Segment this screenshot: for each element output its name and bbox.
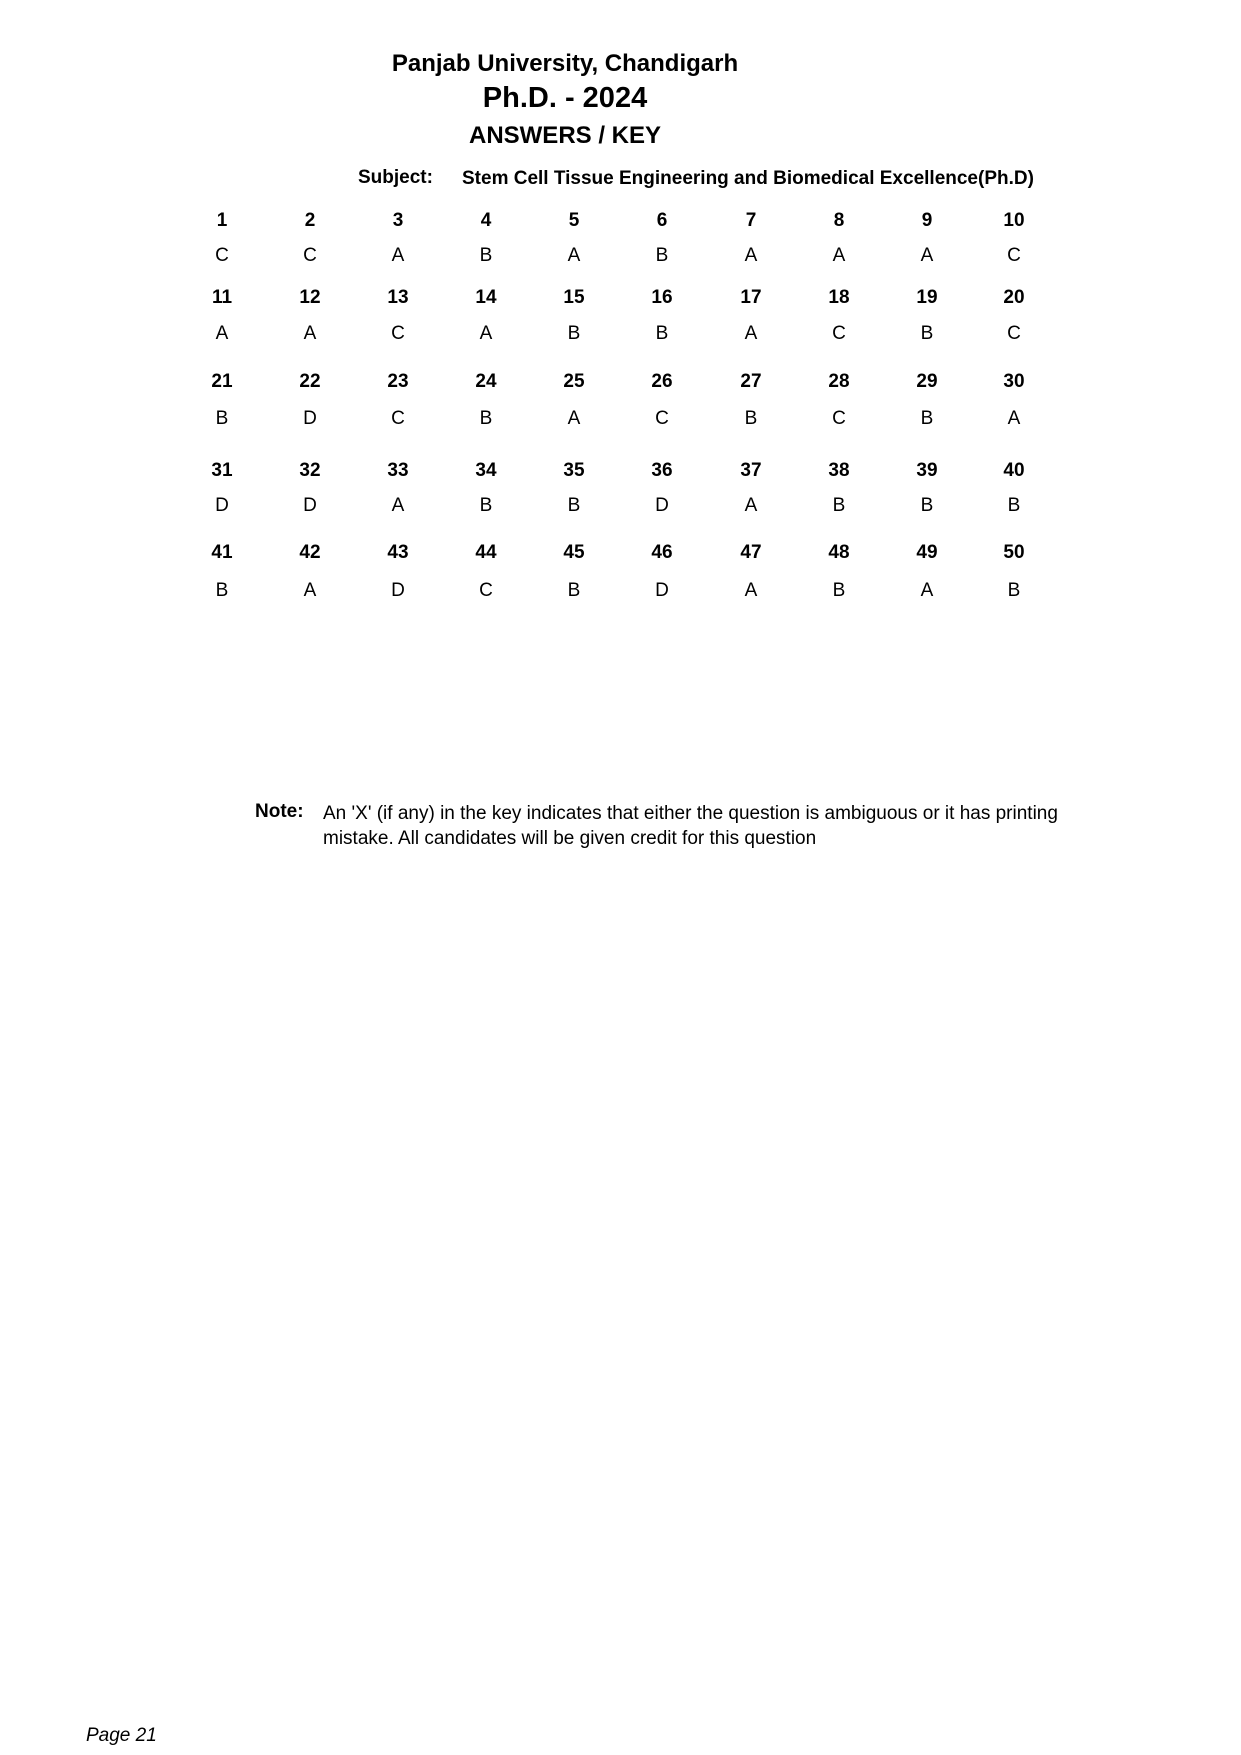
question-number: 13 bbox=[387, 287, 409, 308]
answer-letter: C bbox=[832, 408, 846, 429]
answer-letter: B bbox=[832, 495, 846, 516]
question-number: 33 bbox=[387, 460, 409, 481]
question-number: 26 bbox=[651, 371, 673, 392]
exam-title: Ph.D. - 2024 bbox=[482, 82, 648, 114]
subject-label: Subject: bbox=[358, 167, 433, 188]
answer-letter: B bbox=[920, 495, 934, 516]
subject-name: Stem Cell Tissue Engineering and Biomedical Excellence(Ph.D) bbox=[462, 168, 1034, 189]
question-number: 21 bbox=[211, 371, 233, 392]
question-number: 25 bbox=[563, 371, 585, 392]
question-number: 35 bbox=[563, 460, 585, 481]
question-number: 30 bbox=[1003, 371, 1025, 392]
question-number: 44 bbox=[475, 542, 497, 563]
question-number: 10 bbox=[1003, 210, 1025, 231]
question-number: 28 bbox=[828, 371, 850, 392]
answer-letter: A bbox=[832, 245, 846, 266]
question-number: 41 bbox=[211, 542, 233, 563]
answer-letter: D bbox=[303, 495, 317, 516]
question-number: 29 bbox=[916, 371, 938, 392]
answer-letter: C bbox=[303, 245, 317, 266]
question-number: 47 bbox=[740, 542, 762, 563]
answer-letter: D bbox=[655, 495, 669, 516]
answer-letter: A bbox=[479, 323, 493, 344]
answer-letter: B bbox=[832, 580, 846, 601]
question-number: 7 bbox=[745, 210, 757, 231]
question-number: 2 bbox=[304, 210, 316, 231]
answer-letter: B bbox=[215, 408, 229, 429]
question-number: 43 bbox=[387, 542, 409, 563]
answer-letter: B bbox=[1007, 580, 1021, 601]
answer-letter: B bbox=[567, 323, 581, 344]
question-number: 3 bbox=[392, 210, 404, 231]
answer-letter: D bbox=[215, 495, 229, 516]
answer-letter: A bbox=[744, 495, 758, 516]
answer-letter: C bbox=[832, 323, 846, 344]
question-number: 18 bbox=[828, 287, 850, 308]
question-number: 45 bbox=[563, 542, 585, 563]
question-number: 6 bbox=[656, 210, 668, 231]
answer-letter: A bbox=[215, 323, 229, 344]
answer-letter: A bbox=[744, 580, 758, 601]
question-number: 17 bbox=[740, 287, 762, 308]
answer-letter: B bbox=[920, 408, 934, 429]
question-number: 36 bbox=[651, 460, 673, 481]
question-number: 42 bbox=[299, 542, 321, 563]
answer-letter: A bbox=[920, 245, 934, 266]
question-number: 12 bbox=[299, 287, 321, 308]
answer-letter: D bbox=[303, 408, 317, 429]
answer-letter: B bbox=[1007, 495, 1021, 516]
answer-letter: C bbox=[391, 408, 405, 429]
answer-letter: B bbox=[479, 495, 493, 516]
answer-letter: B bbox=[567, 495, 581, 516]
question-number: 8 bbox=[833, 210, 845, 231]
question-number: 23 bbox=[387, 371, 409, 392]
answer-letter: A bbox=[744, 245, 758, 266]
question-number: 37 bbox=[740, 460, 762, 481]
answer-letter: A bbox=[744, 323, 758, 344]
answer-letter: C bbox=[1007, 245, 1021, 266]
question-number: 19 bbox=[916, 287, 938, 308]
answer-letter: A bbox=[303, 580, 317, 601]
answer-letter: B bbox=[744, 408, 758, 429]
note-label: Note: bbox=[255, 801, 304, 822]
answer-letter: B bbox=[215, 580, 229, 601]
question-number: 24 bbox=[475, 371, 497, 392]
answer-letter: A bbox=[391, 245, 405, 266]
answer-letter: C bbox=[215, 245, 229, 266]
question-number: 11 bbox=[211, 287, 233, 308]
question-number: 39 bbox=[916, 460, 938, 481]
question-number: 48 bbox=[828, 542, 850, 563]
question-number: 15 bbox=[563, 287, 585, 308]
question-number: 40 bbox=[1003, 460, 1025, 481]
page-number: Page 21 bbox=[86, 1725, 157, 1746]
answer-letter: B bbox=[567, 580, 581, 601]
note-text: An 'X' (if any) in the key indicates that either the question is ambiguous or it has printing mistake. All candidates will be given credit for this question bbox=[323, 803, 1058, 849]
question-number: 22 bbox=[299, 371, 321, 392]
question-number: 38 bbox=[828, 460, 850, 481]
question-number: 27 bbox=[740, 371, 762, 392]
answer-letter: C bbox=[1007, 323, 1021, 344]
question-number: 46 bbox=[651, 542, 673, 563]
answer-letter: B bbox=[479, 408, 493, 429]
answer-letter: C bbox=[391, 323, 405, 344]
answer-letter: D bbox=[655, 580, 669, 601]
question-number: 16 bbox=[651, 287, 673, 308]
question-number: 1 bbox=[216, 210, 228, 231]
answer-letter: A bbox=[567, 245, 581, 266]
question-number: 4 bbox=[480, 210, 492, 231]
answer-letter: B bbox=[479, 245, 493, 266]
question-number: 5 bbox=[568, 210, 580, 231]
answer-letter: D bbox=[391, 580, 405, 601]
question-number: 20 bbox=[1003, 287, 1025, 308]
answer-letter: A bbox=[920, 580, 934, 601]
question-number: 14 bbox=[475, 287, 497, 308]
university-name: Panjab University, Chandigarh bbox=[391, 50, 739, 77]
answer-letter: C bbox=[655, 408, 669, 429]
answer-letter: B bbox=[655, 245, 669, 266]
answer-letter: B bbox=[655, 323, 669, 344]
question-number: 49 bbox=[916, 542, 938, 563]
answer-letter: B bbox=[920, 323, 934, 344]
question-number: 9 bbox=[921, 210, 933, 231]
answer-letter: C bbox=[479, 580, 493, 601]
answer-letter: A bbox=[391, 495, 405, 516]
answer-letter: A bbox=[303, 323, 317, 344]
question-number: 31 bbox=[211, 460, 233, 481]
question-number: 50 bbox=[1003, 542, 1025, 563]
answer-letter: A bbox=[1007, 408, 1021, 429]
answer-key-title: ANSWERS / KEY bbox=[468, 122, 662, 149]
answer-letter: A bbox=[567, 408, 581, 429]
question-number: 34 bbox=[475, 460, 497, 481]
question-number: 32 bbox=[299, 460, 321, 481]
